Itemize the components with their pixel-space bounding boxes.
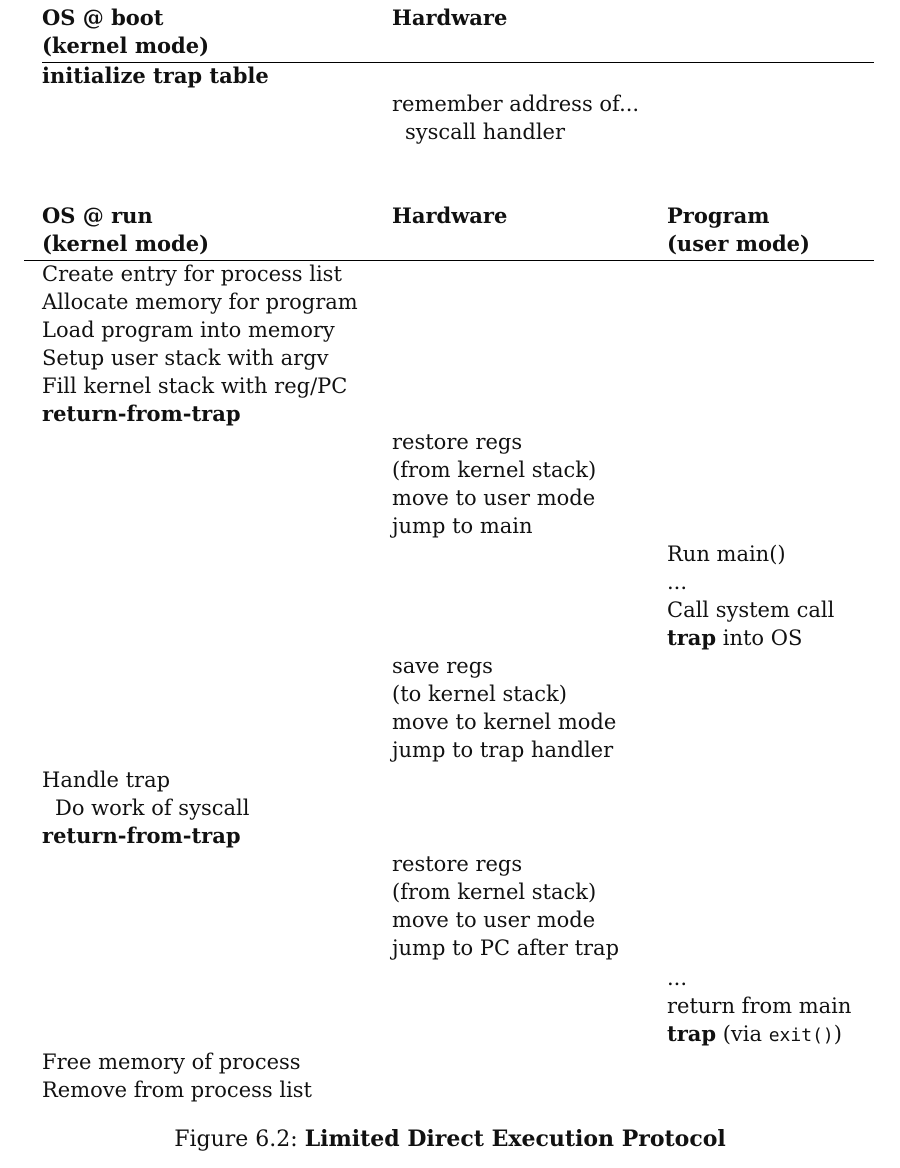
run-prog-row: return from main bbox=[667, 994, 852, 1018]
run-os-row: Remove from process list bbox=[42, 1078, 312, 1102]
run-hw-row: (from kernel stack) bbox=[392, 458, 597, 482]
run-hw-row: move to kernel mode bbox=[392, 710, 617, 734]
caption-prefix: Figure 6.2: bbox=[174, 1127, 305, 1152]
run-os-row: Setup user stack with argv bbox=[42, 346, 329, 370]
run-program-header-mode: (user mode) bbox=[667, 231, 810, 256]
run-os-header: OS @ run bbox=[42, 203, 153, 228]
run-hw-row: jump to PC after trap bbox=[392, 936, 620, 960]
run-hardware-header: Hardware bbox=[392, 203, 508, 228]
boot-hw-row: remember address of... bbox=[392, 92, 640, 116]
run-os-row: Create entry for process list bbox=[42, 262, 342, 286]
run-os-row: Allocate memory for program bbox=[42, 290, 358, 314]
run-prog-row: ... bbox=[667, 570, 688, 594]
boot-hw-row: syscall handler bbox=[405, 120, 566, 144]
run-prog-row-trap-exit bbox=[667, 1020, 842, 1050]
run-hw-row: save regs bbox=[392, 654, 493, 678]
run-os-header-mode: (kernel mode) bbox=[42, 231, 210, 256]
run-hw-row: move to user mode bbox=[392, 486, 596, 510]
run-os-row: Load program into memory bbox=[42, 318, 335, 342]
via-open: (via bbox=[716, 1022, 769, 1046]
boot-hardware-header: Hardware bbox=[392, 5, 508, 30]
run-hw-row: jump to main bbox=[392, 514, 533, 538]
run-hw-row: restore regs bbox=[392, 852, 523, 876]
run-hw-row: (to kernel stack) bbox=[392, 682, 567, 706]
run-prog-row: Call system call bbox=[667, 598, 835, 622]
run-prog-row: Run main() bbox=[667, 542, 786, 566]
boot-os-header-mode: (kernel mode) bbox=[42, 33, 210, 58]
run-os-row: Free memory of process bbox=[42, 1050, 301, 1074]
run-hw-row: jump to trap handler bbox=[392, 738, 614, 762]
run-prog-row: ... bbox=[667, 966, 688, 990]
run-os-row-return-from-trap: return-from-trap bbox=[42, 823, 241, 848]
run-os-row: Fill kernel stack with reg/PC bbox=[42, 374, 348, 398]
run-hw-row: restore regs bbox=[392, 430, 523, 454]
figure-caption bbox=[0, 1124, 900, 1155]
run-hw-row: move to user mode bbox=[392, 908, 596, 932]
exit-code: exit() bbox=[768, 1025, 834, 1046]
run-os-row: Handle trap bbox=[42, 768, 171, 792]
boot-os-header: OS @ boot bbox=[42, 5, 164, 30]
run-hw-row: (from kernel stack) bbox=[392, 880, 597, 904]
run-program-header: Program bbox=[667, 203, 770, 228]
via-close: ) bbox=[833, 1022, 842, 1046]
boot-os-row: initialize trap table bbox=[42, 63, 269, 88]
run-os-row-return-from-trap: return-from-trap bbox=[42, 401, 241, 426]
trap-rest: into OS bbox=[716, 626, 803, 650]
run-os-row: Do work of syscall bbox=[55, 796, 250, 820]
trap-keyword: trap bbox=[667, 625, 717, 650]
caption-title: Limited Direct Execution Protocol bbox=[304, 1126, 726, 1152]
trap-keyword: trap bbox=[667, 1021, 717, 1046]
run-prog-row-trap bbox=[667, 624, 802, 652]
